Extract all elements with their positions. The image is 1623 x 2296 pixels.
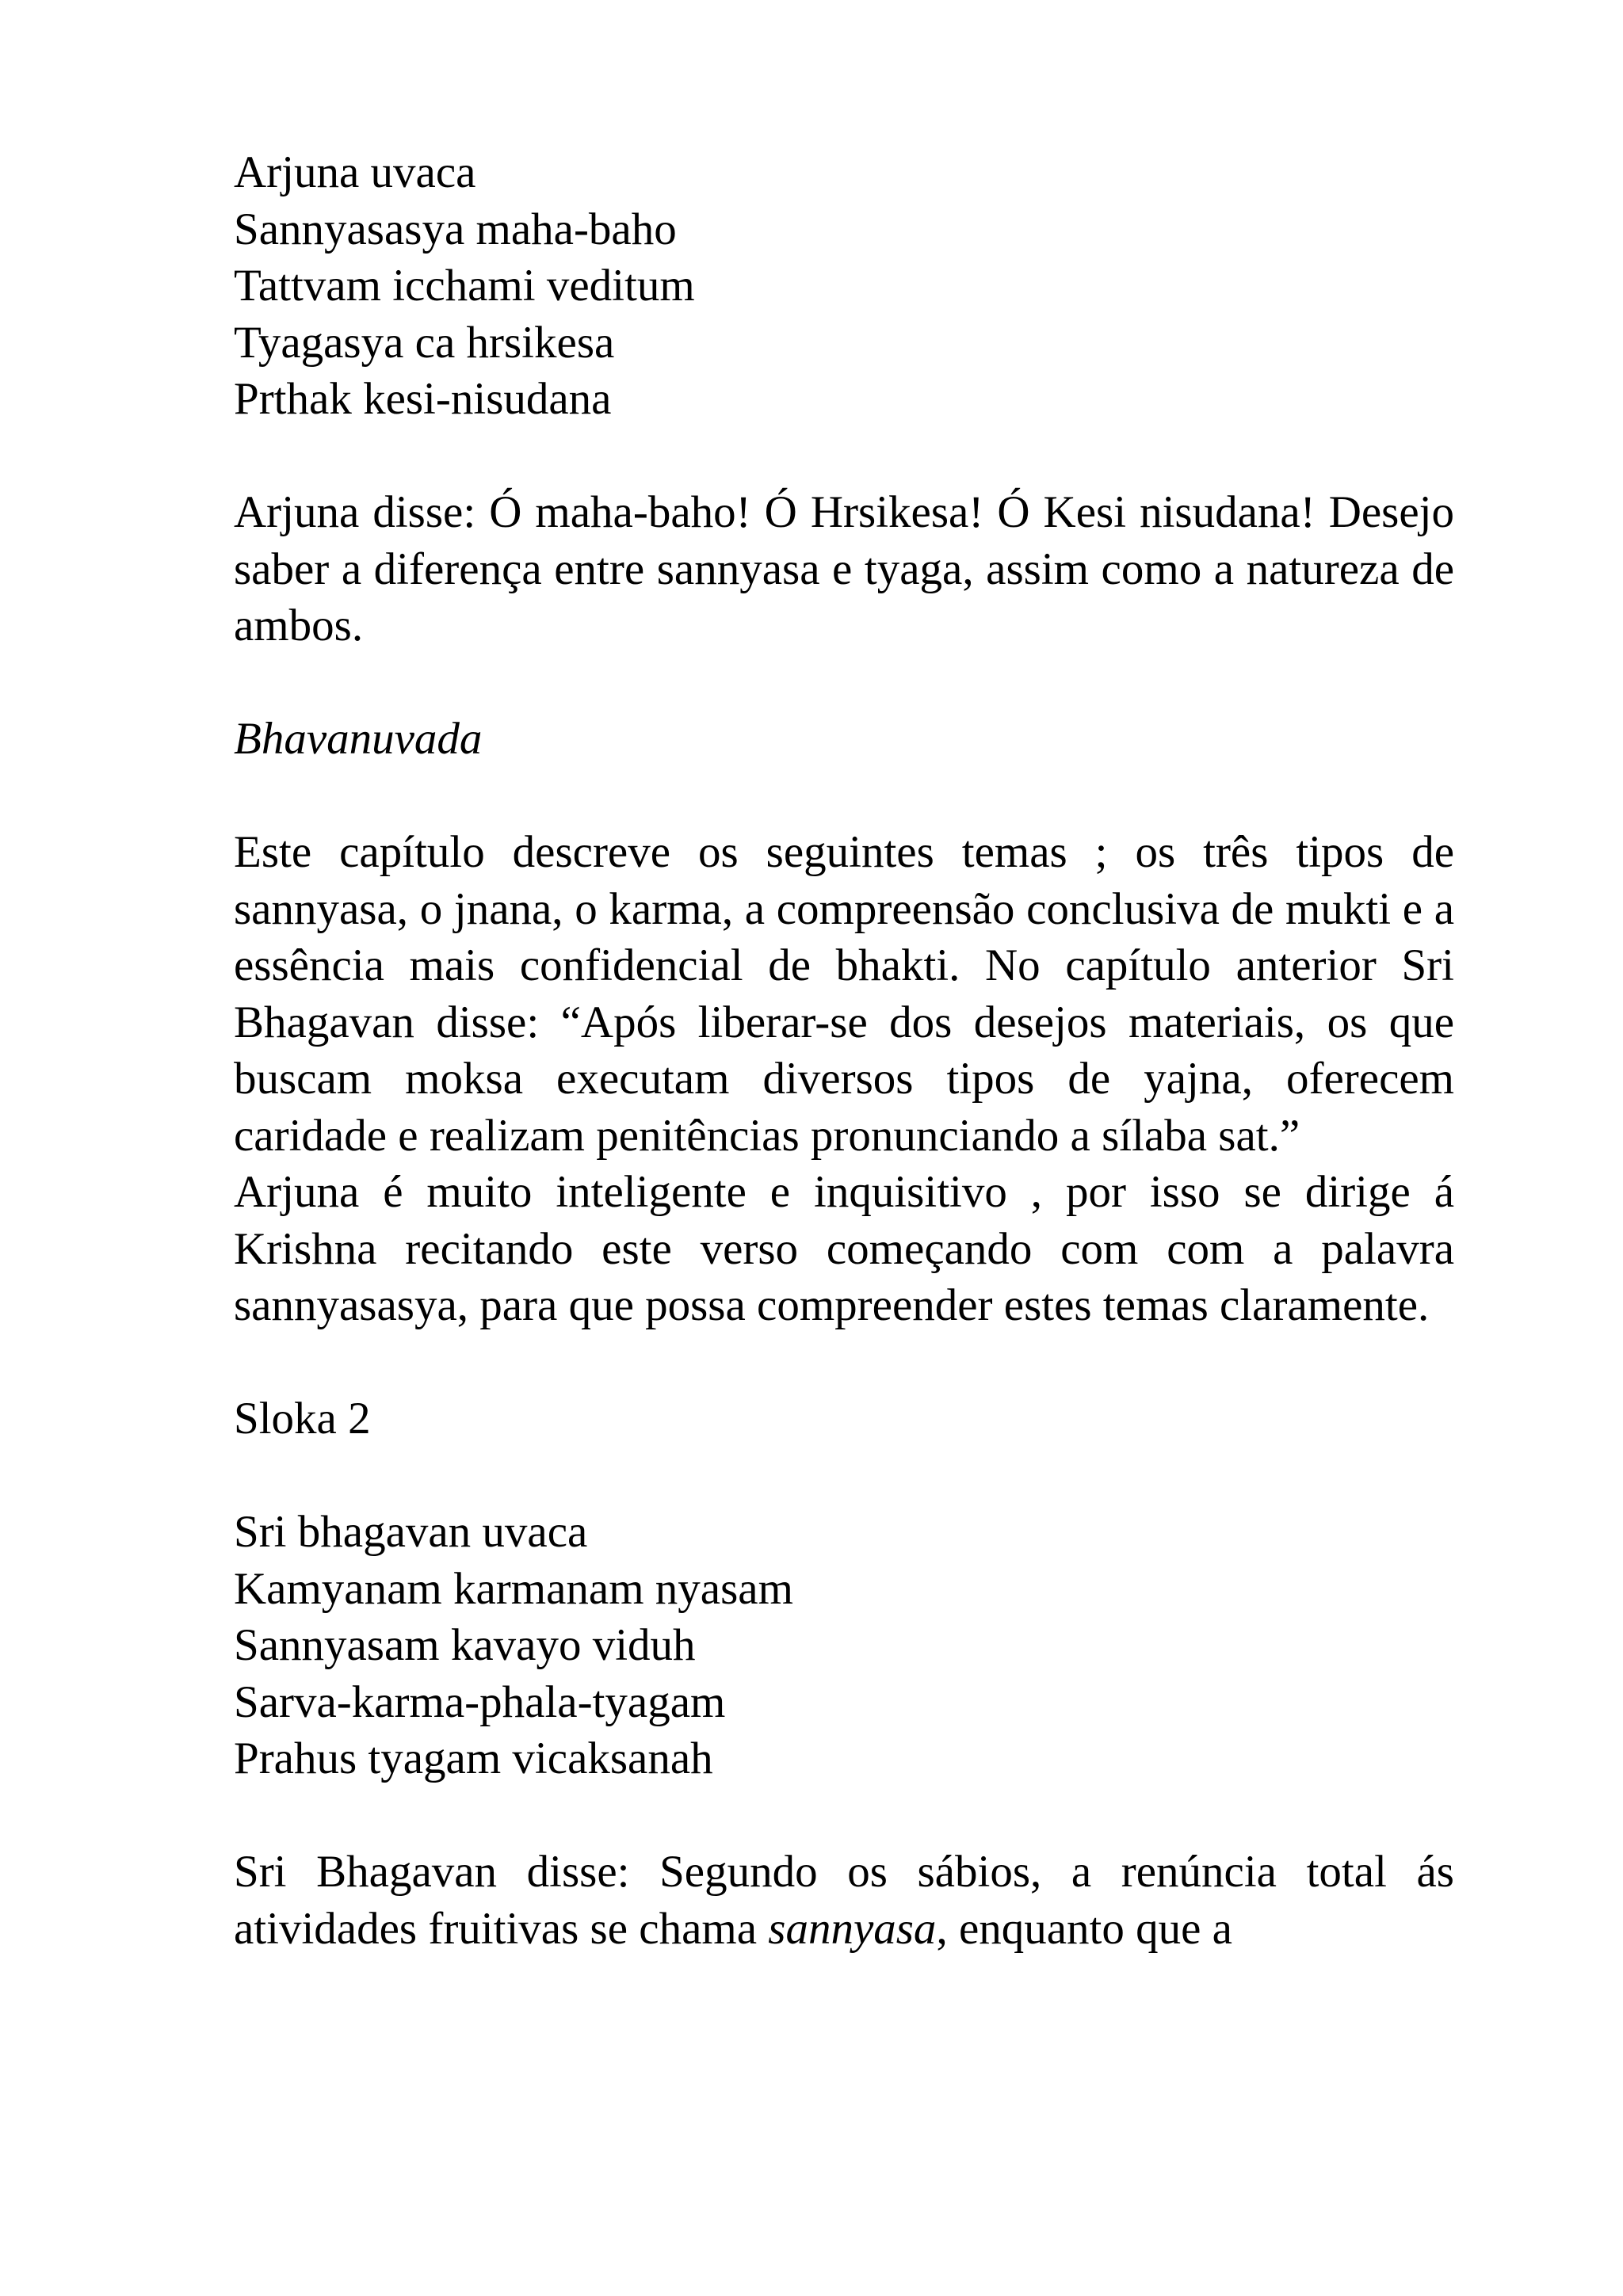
commentary-heading: Bhavanuvada xyxy=(234,714,483,764)
verse-line: Prahus tyagam vicaksanah xyxy=(234,1733,713,1783)
spacer xyxy=(234,768,1454,825)
document-page xyxy=(234,144,1454,1957)
verse-line: Sri bhagavan uvaca xyxy=(234,1507,588,1557)
sloka-heading: Sloka 2 xyxy=(234,1394,371,1444)
verse-line: Sarva-karma-phala-tyagam xyxy=(234,1676,726,1727)
verse-line: Tyagasya ca hrsikesa xyxy=(234,317,615,368)
commentary-paragraph-1: Este capítulo descreve os seguintes temas ; os três tipos de sannyasa, o jnana, o karma, a compreensão conclusiva de mukti e a essência mais confidencial de bhakti. No capítulo anterior Sri Bhagavan disse: “Após liberar-se dos desejos materiais, os que buscam moksa executam diversos tipos de yajna, oferecem caridade e realizam penitências pronunciando a sílaba sat.” xyxy=(234,827,1454,1161)
spacer xyxy=(234,1787,1454,1844)
spacer xyxy=(234,1447,1454,1505)
translation-2-continuation: , enquanto que a xyxy=(936,1903,1232,1954)
verse-1 xyxy=(234,144,1454,428)
translation-2-text: Sri Bhagavan disse: Segundo os sábios, a renúncia total ás atividades fruitivas se chama xyxy=(234,1847,1454,1954)
verse-line: Prthak kesi-nisudana xyxy=(234,374,612,424)
sannyasa-term: sannyasa xyxy=(768,1903,937,1954)
verse-line: Sannyasam kavayo viduh xyxy=(234,1620,696,1670)
verse-line: Kamyanam karmanam nyasam xyxy=(234,1563,793,1614)
translation-1: Arjuna disse: Ó maha-baho! Ó Hrsikesa! Ó Kesi nisudana! Desejo saber a diferença entre sannyasa e tyaga, assim como a natureza de ambos. xyxy=(234,487,1454,650)
verse-line: Tattvam icchami veditum xyxy=(234,261,695,311)
spacer xyxy=(234,1334,1454,1391)
translation-2 xyxy=(234,1844,1454,1957)
spacer xyxy=(234,654,1454,711)
spacer xyxy=(234,428,1454,485)
commentary-paragraph-2: Arjuna é muito inteligente e inquisitivo , por isso se dirige á Krishna recitando este verso começando com com a palavra sannyasasya, para que possa compreender estes temas claramente. xyxy=(234,1167,1454,1330)
verse-2 xyxy=(234,1504,1454,1787)
verse-line: Sannyasasya maha-baho xyxy=(234,204,677,254)
verse-line: Arjuna uvaca xyxy=(234,147,476,197)
